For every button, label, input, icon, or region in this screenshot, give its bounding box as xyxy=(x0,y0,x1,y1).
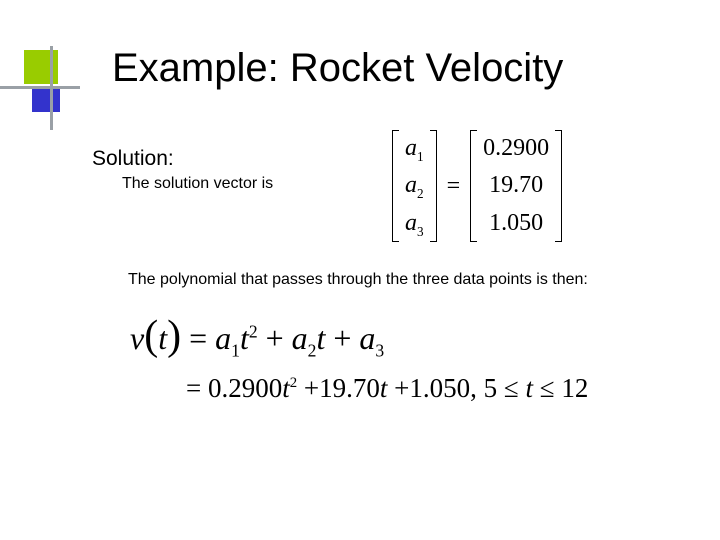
equals-sign: = xyxy=(446,172,461,199)
unknown-a2: $a_2$ xyxy=(405,172,424,202)
left-bracket xyxy=(392,130,399,242)
right-bracket xyxy=(555,130,562,242)
solution-vector-equation xyxy=(392,130,562,242)
unknown-a1: $a_1$ xyxy=(405,135,424,164)
value-a3: 1.050 xyxy=(489,209,544,236)
value-a2: 19.70 xyxy=(489,172,544,199)
decor-horizontal-line xyxy=(0,86,80,89)
left-bracket xyxy=(470,130,477,242)
unknowns-column xyxy=(399,130,430,242)
polynomial-description: The polynomial that passes through the three data points is then: xyxy=(128,271,588,288)
slide-title: Example: Rocket Velocity xyxy=(112,46,564,90)
solution-heading: Solution: xyxy=(92,147,174,170)
polynomial-equation: $v(t) = a_1t^2 + a_2t + a_3$ xyxy=(130,313,385,361)
unknown-a3: $a_3$ xyxy=(405,209,424,239)
polynomial-result: = $0.2900t^2 +19.70t +1.050$, 5 ≤ t ≤ 12 xyxy=(186,373,589,403)
right-bracket xyxy=(430,130,437,242)
value-a1: 0.2900 xyxy=(483,135,550,162)
values-column xyxy=(477,130,555,242)
solution-vector-label: The solution vector is xyxy=(122,175,274,192)
decor-blue-square xyxy=(32,86,60,112)
